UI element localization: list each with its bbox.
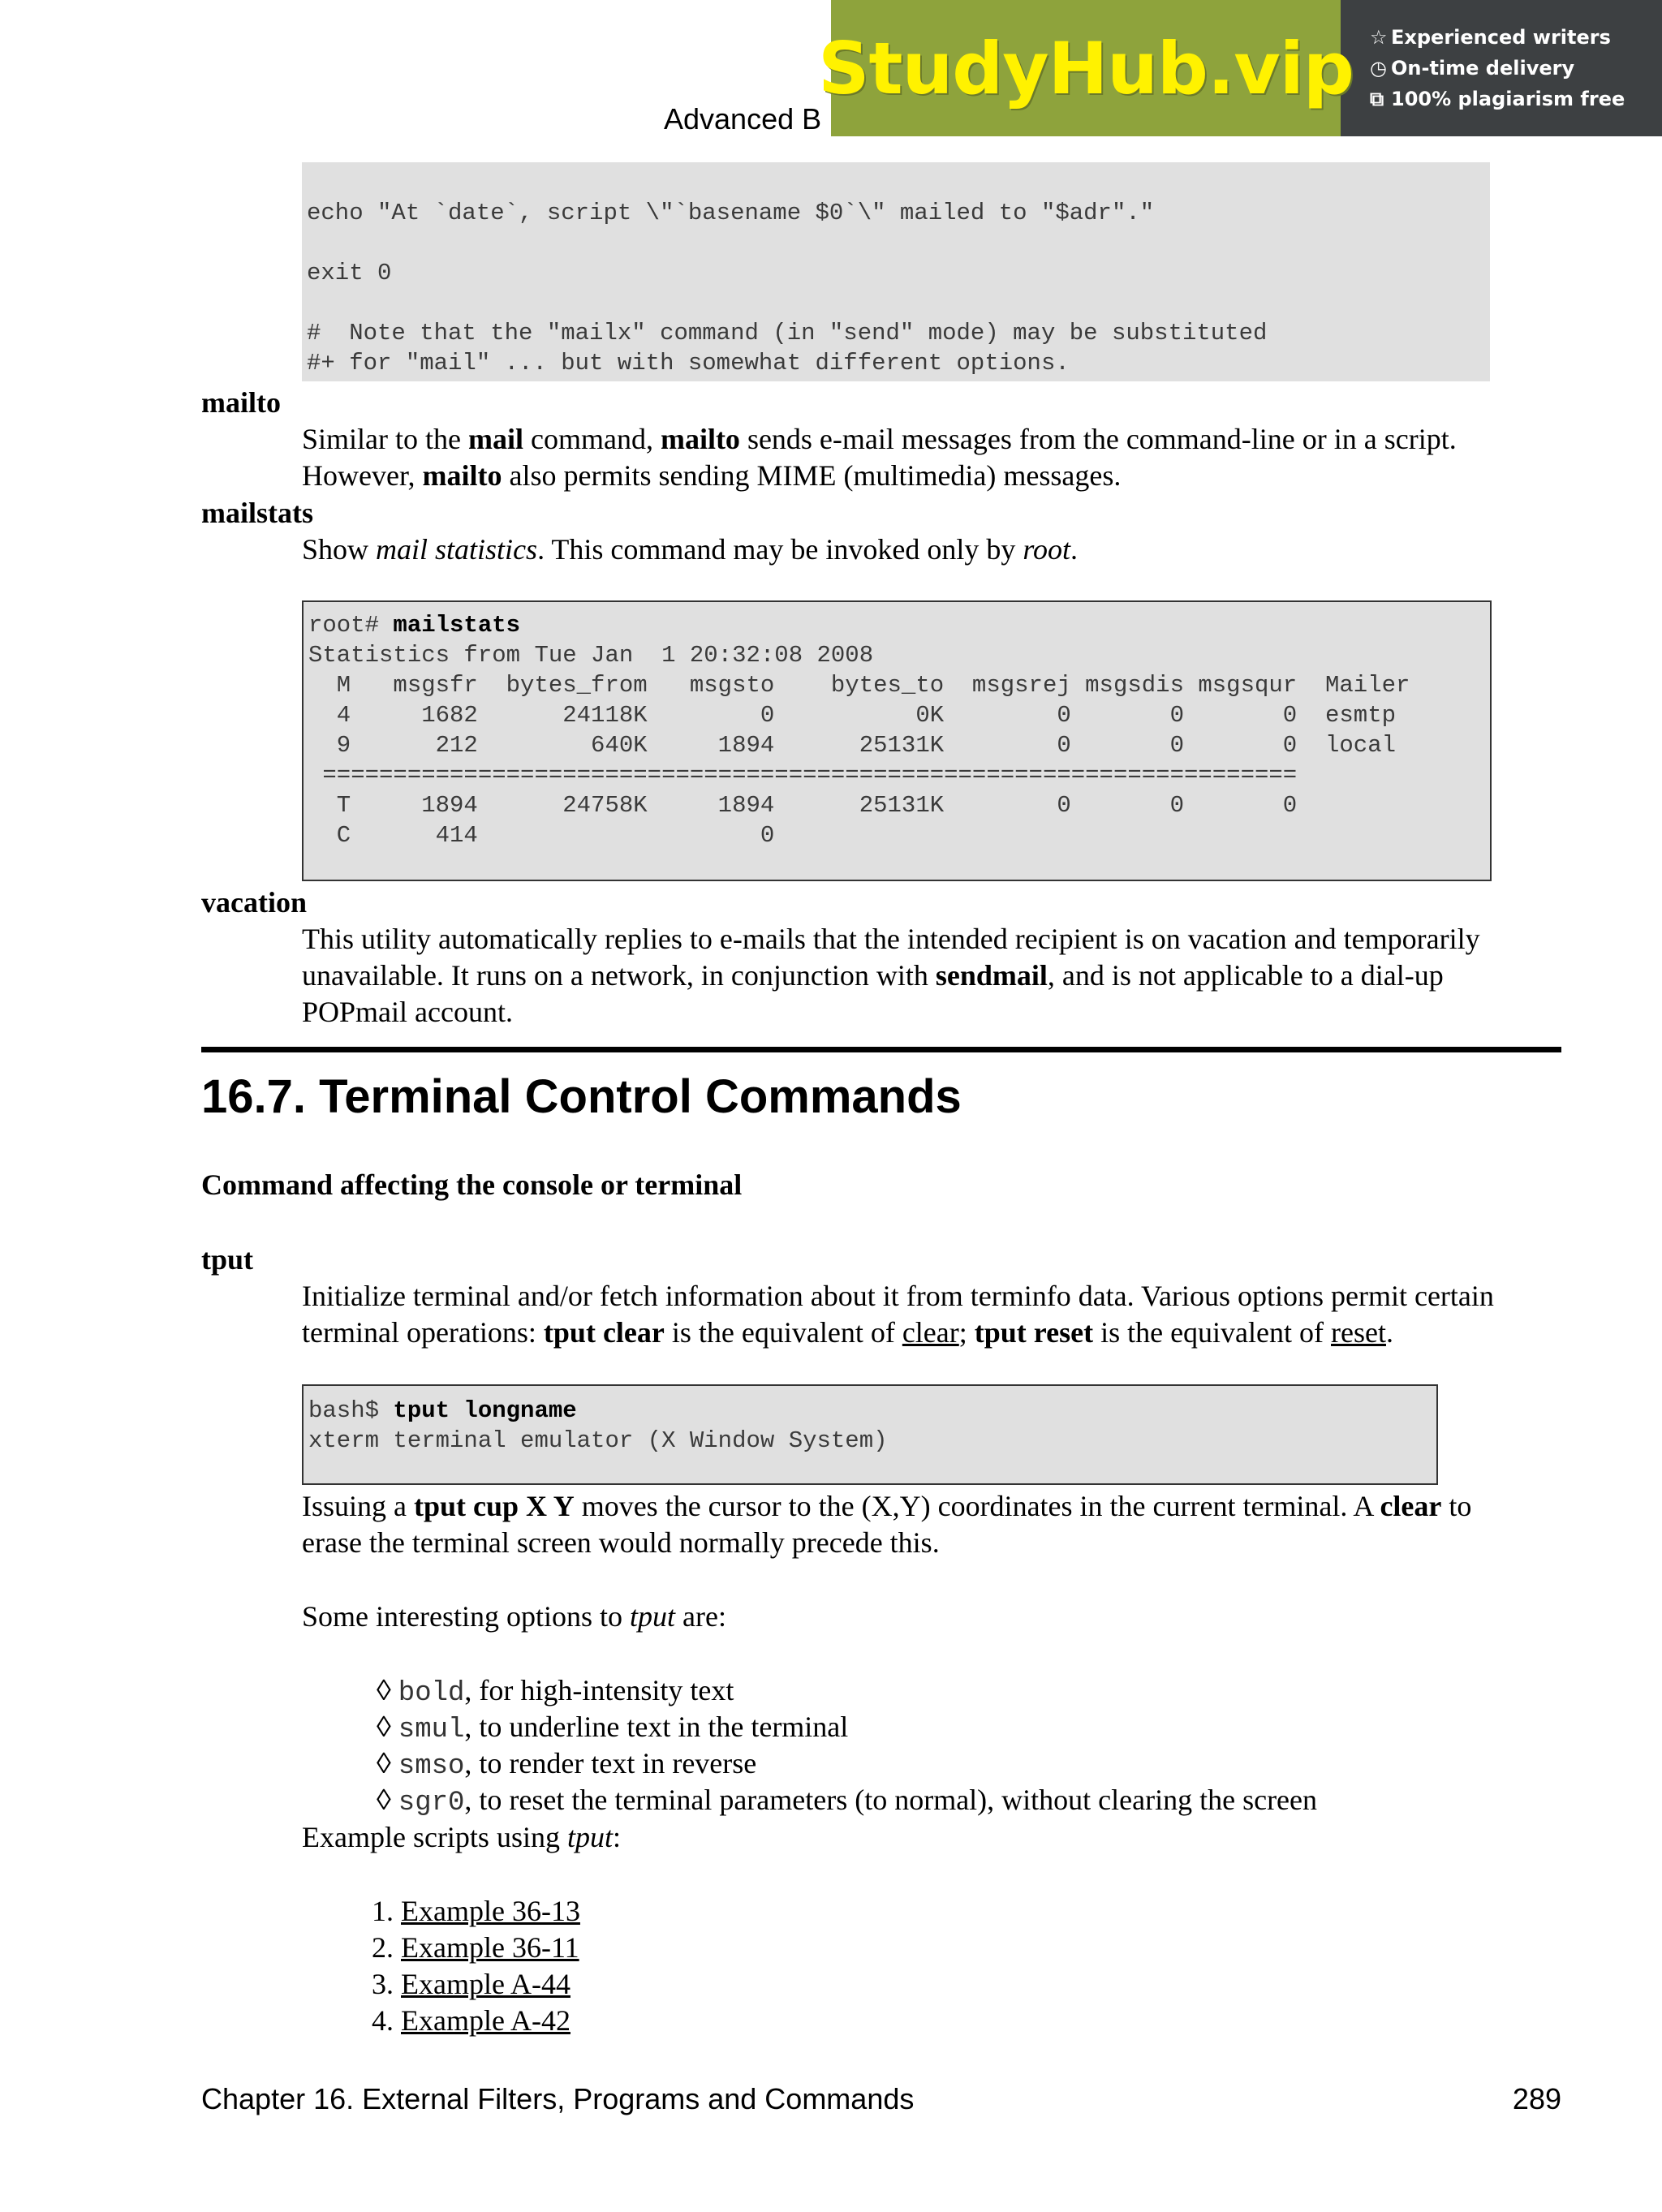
list-item — [377, 1745, 756, 1785]
command-name: mailto — [660, 423, 740, 455]
output-line: 9 212 640K 1894 25131K 0 0 0 local — [308, 732, 1397, 759]
list-item — [372, 1930, 579, 1966]
code-line: #+ for "mail" ... but with somewhat different options. — [307, 350, 1070, 377]
list-item — [372, 1893, 580, 1930]
list-number: 3. — [372, 1968, 401, 2000]
term-vacation: vacation — [201, 886, 307, 919]
text-span: Some interesting options to — [302, 1600, 630, 1633]
command-name: tput reset — [974, 1316, 1094, 1349]
option-desc: , to reset the terminal parameters (to normal), without clearing the screen — [464, 1784, 1318, 1816]
text-span: to — [1441, 1490, 1472, 1522]
banner-logo[interactable] — [818, 0, 1354, 136]
code-block-mail-tail — [302, 162, 1490, 381]
text-span: However, — [302, 459, 423, 492]
list-item — [372, 2003, 571, 2039]
output-line: Statistics from Tue Jan 1 20:32:08 2008 — [308, 642, 874, 669]
example-link[interactable]: Example 36-11 — [401, 1931, 579, 1964]
output-line: C 414 0 — [308, 822, 775, 849]
banner-logo-text: StudyHub.vip — [818, 26, 1354, 110]
option-code: bold — [398, 1678, 465, 1709]
text-span: unavailable. It runs on a network, in conjunction with — [302, 959, 936, 992]
banner-feature — [1370, 88, 1662, 110]
term-mailstats: mailstats — [201, 497, 313, 529]
text-span: command, — [523, 423, 661, 455]
mailstats-desc — [302, 531, 1078, 568]
section-divider — [201, 1047, 1561, 1052]
studyhub-banner[interactable] — [818, 0, 1662, 136]
text-span: , and is not applicable to a dial-up — [1047, 959, 1444, 992]
option-desc: , to render text in reverse — [464, 1747, 757, 1779]
text-span: : — [612, 1821, 621, 1853]
option-desc: , for high-intensity text — [464, 1674, 734, 1706]
option-code: sgr0 — [398, 1788, 465, 1818]
command-name: tput clear — [543, 1316, 665, 1349]
output-line: 4 1682 24118K 0 0K 0 0 0 esmtp — [308, 702, 1397, 729]
code-block-tput-longname — [302, 1384, 1438, 1485]
command-name: mail — [467, 423, 523, 455]
code-line: # Note that the "mailx" command (in "send" mode) may be substituted — [307, 320, 1268, 346]
tput-desc-line-2 — [302, 1315, 1393, 1351]
diamond-bullet-icon: ◊ — [377, 1747, 391, 1779]
text-span: also permits sending MIME (multimedia) messages. — [502, 459, 1122, 492]
vacation-desc-line-1: This utility automatically replies to e-mails that the intended recipient is on vacation and temporarily — [302, 923, 1480, 955]
diamond-bullet-icon: ◊ — [377, 1784, 391, 1816]
tput-cup-line-2: erase the terminal screen would normally precede this. — [302, 1526, 940, 1559]
text-span: terminal operations: — [302, 1316, 544, 1349]
section-title: 16.7. Terminal Control Commands — [201, 1070, 962, 1123]
text-span: Issuing a — [302, 1490, 414, 1522]
output-line: ===================================================================== — [308, 762, 1298, 789]
option-code: smso — [398, 1751, 465, 1782]
diamond-bullet-icon: ◊ — [377, 1711, 391, 1743]
text-span: Example scripts using — [302, 1821, 567, 1853]
banner-feature — [1370, 26, 1662, 49]
text-span: Show — [302, 533, 377, 566]
prompt: bash$ — [308, 1397, 394, 1424]
example-link[interactable]: Example A-42 — [401, 2004, 571, 2037]
text-span: is the equivalent of — [664, 1316, 902, 1349]
code-line: echo "At `date`, script \"`basename $0`\" mailed to "$adr"." — [307, 200, 1155, 226]
text-span: Similar to the — [302, 423, 468, 455]
tput-desc-line-1: Initialize terminal and/or fetch information about it from terminfo data. Various options permit certain — [302, 1280, 1494, 1312]
text-span: . This command may be invoked only by — [537, 533, 1023, 566]
tput-options-intro — [302, 1599, 726, 1635]
text-span: is the equivalent of — [1093, 1316, 1331, 1349]
command-name: mailto — [422, 459, 502, 492]
command-name: clear — [1380, 1490, 1442, 1522]
copy-icon: ⧉ — [1370, 88, 1384, 110]
banner-features — [1341, 0, 1662, 136]
option-desc: , to underline text in the terminal — [464, 1711, 849, 1743]
mailto-desc-line-1 — [302, 421, 1457, 458]
list-number: 1. — [372, 1895, 401, 1927]
text-span: ; — [958, 1316, 975, 1349]
emphasis: root — [1023, 533, 1071, 566]
command: tput longname — [393, 1397, 577, 1424]
list-number: 4. — [372, 2004, 401, 2037]
code-line: exit 0 — [307, 260, 392, 286]
list-item — [377, 1782, 1317, 1822]
tput-examples-intro — [302, 1819, 621, 1856]
list-item — [377, 1709, 848, 1749]
example-link[interactable]: Example A-44 — [401, 1968, 571, 2000]
vacation-desc-line-2 — [302, 958, 1444, 994]
list-item — [372, 1966, 571, 2003]
term-mailto: mailto — [201, 386, 281, 419]
tput-cup-line-1 — [302, 1488, 1471, 1525]
footer-chapter: Chapter 16. External Filters, Programs and Commands — [201, 2082, 915, 2115]
running-header: Advanced B — [664, 102, 822, 136]
emphasis: mail statistics — [376, 533, 538, 566]
banner-feature — [1370, 57, 1662, 80]
output-line: T 1894 24758K 1894 25131K 0 0 0 — [308, 792, 1298, 819]
text-span: sends e-mail messages from the command-line or in a script. — [739, 423, 1457, 455]
vacation-desc-line-3: POPmail account. — [302, 996, 513, 1028]
text-span: moves the cursor to the (X,Y) coordinates in the current terminal. A — [574, 1490, 1380, 1522]
mailto-desc-line-2 — [302, 458, 1121, 494]
option-code: smul — [398, 1715, 465, 1745]
text-span: are: — [675, 1600, 726, 1633]
list-item — [377, 1672, 734, 1712]
text-span: . — [1385, 1316, 1393, 1349]
example-link[interactable]: Example 36-13 — [401, 1895, 580, 1927]
output-line: xterm terminal emulator (X Window System) — [308, 1427, 888, 1454]
clock-icon: ◷ — [1370, 57, 1387, 80]
command-name: tput cup X Y — [414, 1490, 575, 1522]
command-name: sendmail — [935, 959, 1048, 992]
star-icon: ☆ — [1370, 26, 1388, 49]
output-line: M msgsfr bytes_from msgsto bytes_to msgsrej msgsdis msgsqur Mailer — [308, 672, 1410, 699]
section-subtitle: Command affecting the console or terminal — [201, 1168, 743, 1201]
prompt: root# — [308, 612, 394, 639]
emphasis: tput — [629, 1600, 675, 1633]
text-span: . — [1070, 533, 1079, 566]
emphasis: tput — [566, 1821, 613, 1853]
page-number: 289 — [1512, 2082, 1561, 2115]
banner-feature-label: On-time delivery — [1391, 57, 1575, 80]
banner-feature-label: Experienced writers — [1391, 26, 1611, 49]
command: mailstats — [393, 612, 521, 639]
diamond-bullet-icon: ◊ — [377, 1674, 391, 1706]
banner-feature-label: 100% plagiarism free — [1391, 88, 1625, 110]
link-clear[interactable]: clear — [902, 1316, 959, 1349]
link-reset[interactable]: reset — [1331, 1316, 1386, 1349]
code-block-mailstats — [302, 600, 1492, 881]
list-number: 2. — [372, 1931, 401, 1964]
term-tput: tput — [201, 1243, 254, 1276]
